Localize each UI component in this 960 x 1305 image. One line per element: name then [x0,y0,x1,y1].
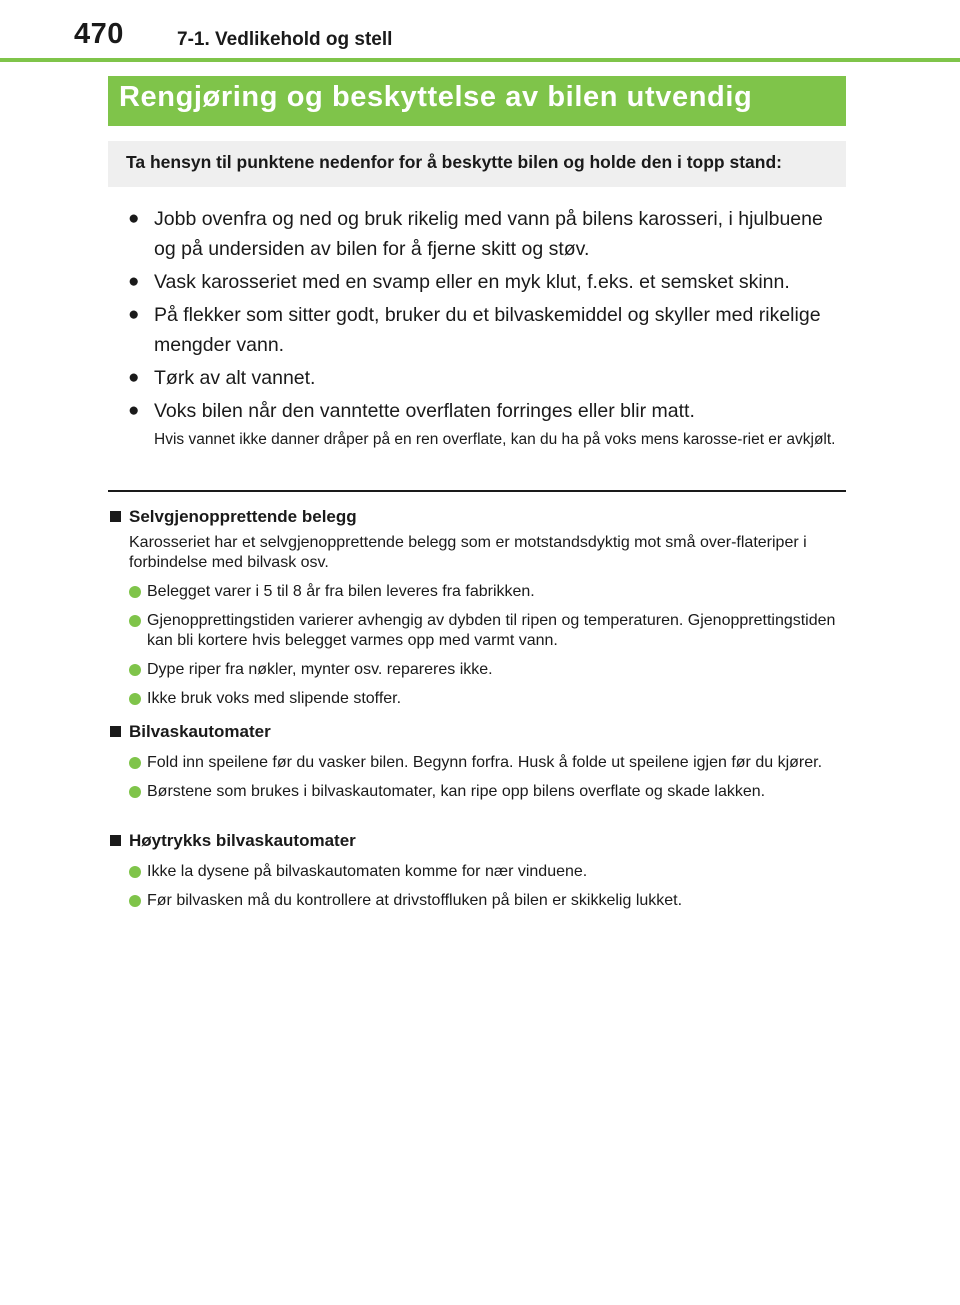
black-circle-bullet-icon: ● [128,367,140,388]
main-list-item [128,267,848,297]
sub-item-text: Dype riper fra nøkler, mynter osv. repareres ikke. [147,661,493,678]
sub-item-text: Ikke la dysene på bilvaskautomaten komme for nær vinduene. [147,863,588,880]
main-item-text: Tørk av alt vannet. [154,367,316,389]
green-circle-bullet-icon [129,757,141,769]
section-divider [108,490,846,492]
note-text: Hvis vannet ikke danner dråper på en ren overflate, kan du ha på voks mens karosse-riet er avkjølt. [154,431,836,448]
sub-item-text: Fold inn speilene før du vasker bilen. Begynn forfra. Husk å folde ut speilene igjen før du kjører. [147,754,823,771]
header-rule [0,58,960,62]
black-square-icon [110,726,121,737]
green-circle-bullet-icon [129,615,141,627]
title-bar [108,76,846,126]
main-list-item [128,396,848,426]
section-label: 7-1. Vedlikehold og stell [177,29,393,50]
sub-list-item [129,689,850,709]
section-body: Karosseriet har et selvgjenopprettende belegg som er motstandsdyktig mot små over-flateriper i forbindelse med bilvask osv. [129,534,807,571]
green-circle-bullet-icon [129,586,141,598]
sub-list-item [129,782,850,802]
section-heading-text: Bilvaskautomater [129,722,271,741]
sub-item-text: Gjenopprettingstiden varierer avhengig av dybden til ripen og temperaturen. Gjenopprettingstiden kan bli kortere hvis belegget varmes opp med varmt vann. [147,612,836,649]
sub-item-text: Ikke bruk voks med slipende stoffer. [147,690,402,707]
black-circle-bullet-icon: ● [128,208,140,229]
sub-list [110,582,850,709]
sub-item-text: Børstene som brukes i bilvaskautomater, kan ripe opp bilens overflate og skade lakken. [147,783,766,800]
green-circle-bullet-icon [129,664,141,676]
black-circle-bullet-icon: ● [128,271,140,292]
green-circle-bullet-icon [129,693,141,705]
green-circle-bullet-icon [129,786,141,798]
green-circle-bullet-icon [129,866,141,878]
black-circle-bullet-icon: ● [128,304,140,325]
page-title: Rengjøring og beskyttelse av bilen utvendig [119,81,753,113]
sub-list-item [129,891,850,911]
section-heading-text: Høytrykks bilvaskautomater [129,831,356,850]
page-number: 470 [74,18,124,50]
sub-list-item [129,611,850,651]
main-list-item [128,300,848,360]
black-square-icon [110,511,121,522]
sub-item-text: Før bilvasken må du kontrollere at drivstoffluken på bilen er skikkelig lukket. [147,892,683,909]
sub-list-item [129,660,850,680]
section-car-wash [110,720,850,802]
intro-box: Ta hensyn til punktene nedenfor for å beskytte bilen og holde den i topp stand: [108,141,846,187]
sub-list-item [129,862,850,882]
section-heading [110,505,850,529]
green-circle-bullet-icon [129,895,141,907]
main-list [128,204,848,429]
black-circle-bullet-icon: ● [128,400,140,421]
sub-list-item [129,753,850,773]
main-item-text: På flekker som sitter godt, bruker du et bilvaskemiddel og skyller med rikelige mengder vann. [154,304,821,356]
main-item-text: Jobb ovenfra og ned og bruk rikelig med vann på bilens karosseri, i hjulbuene og på undersiden av bilen for å fjerne skitt og støv. [154,208,823,260]
section-high-pressure-car-wash [110,829,850,911]
sub-list [110,862,850,911]
main-item-text: Vask karosseriet med en svamp eller en myk klut, f.eks. et semsket skinn. [154,271,790,293]
section-heading [110,720,850,744]
page-header [0,0,960,64]
sub-list-item [129,582,850,602]
main-list-item [128,204,848,264]
sub-item-text: Belegget varer i 5 til 8 år fra bilen leveres fra fabrikken. [147,583,535,600]
main-item-text: Voks bilen når den vanntette overflaten forringes eller blir matt. [154,400,695,422]
main-list-item [128,363,848,393]
sub-list [110,753,850,802]
black-square-icon [110,835,121,846]
section-heading [110,829,850,853]
section-self-healing-coating [110,505,850,709]
section-heading-text: Selvgjenopprettende belegg [129,507,357,526]
